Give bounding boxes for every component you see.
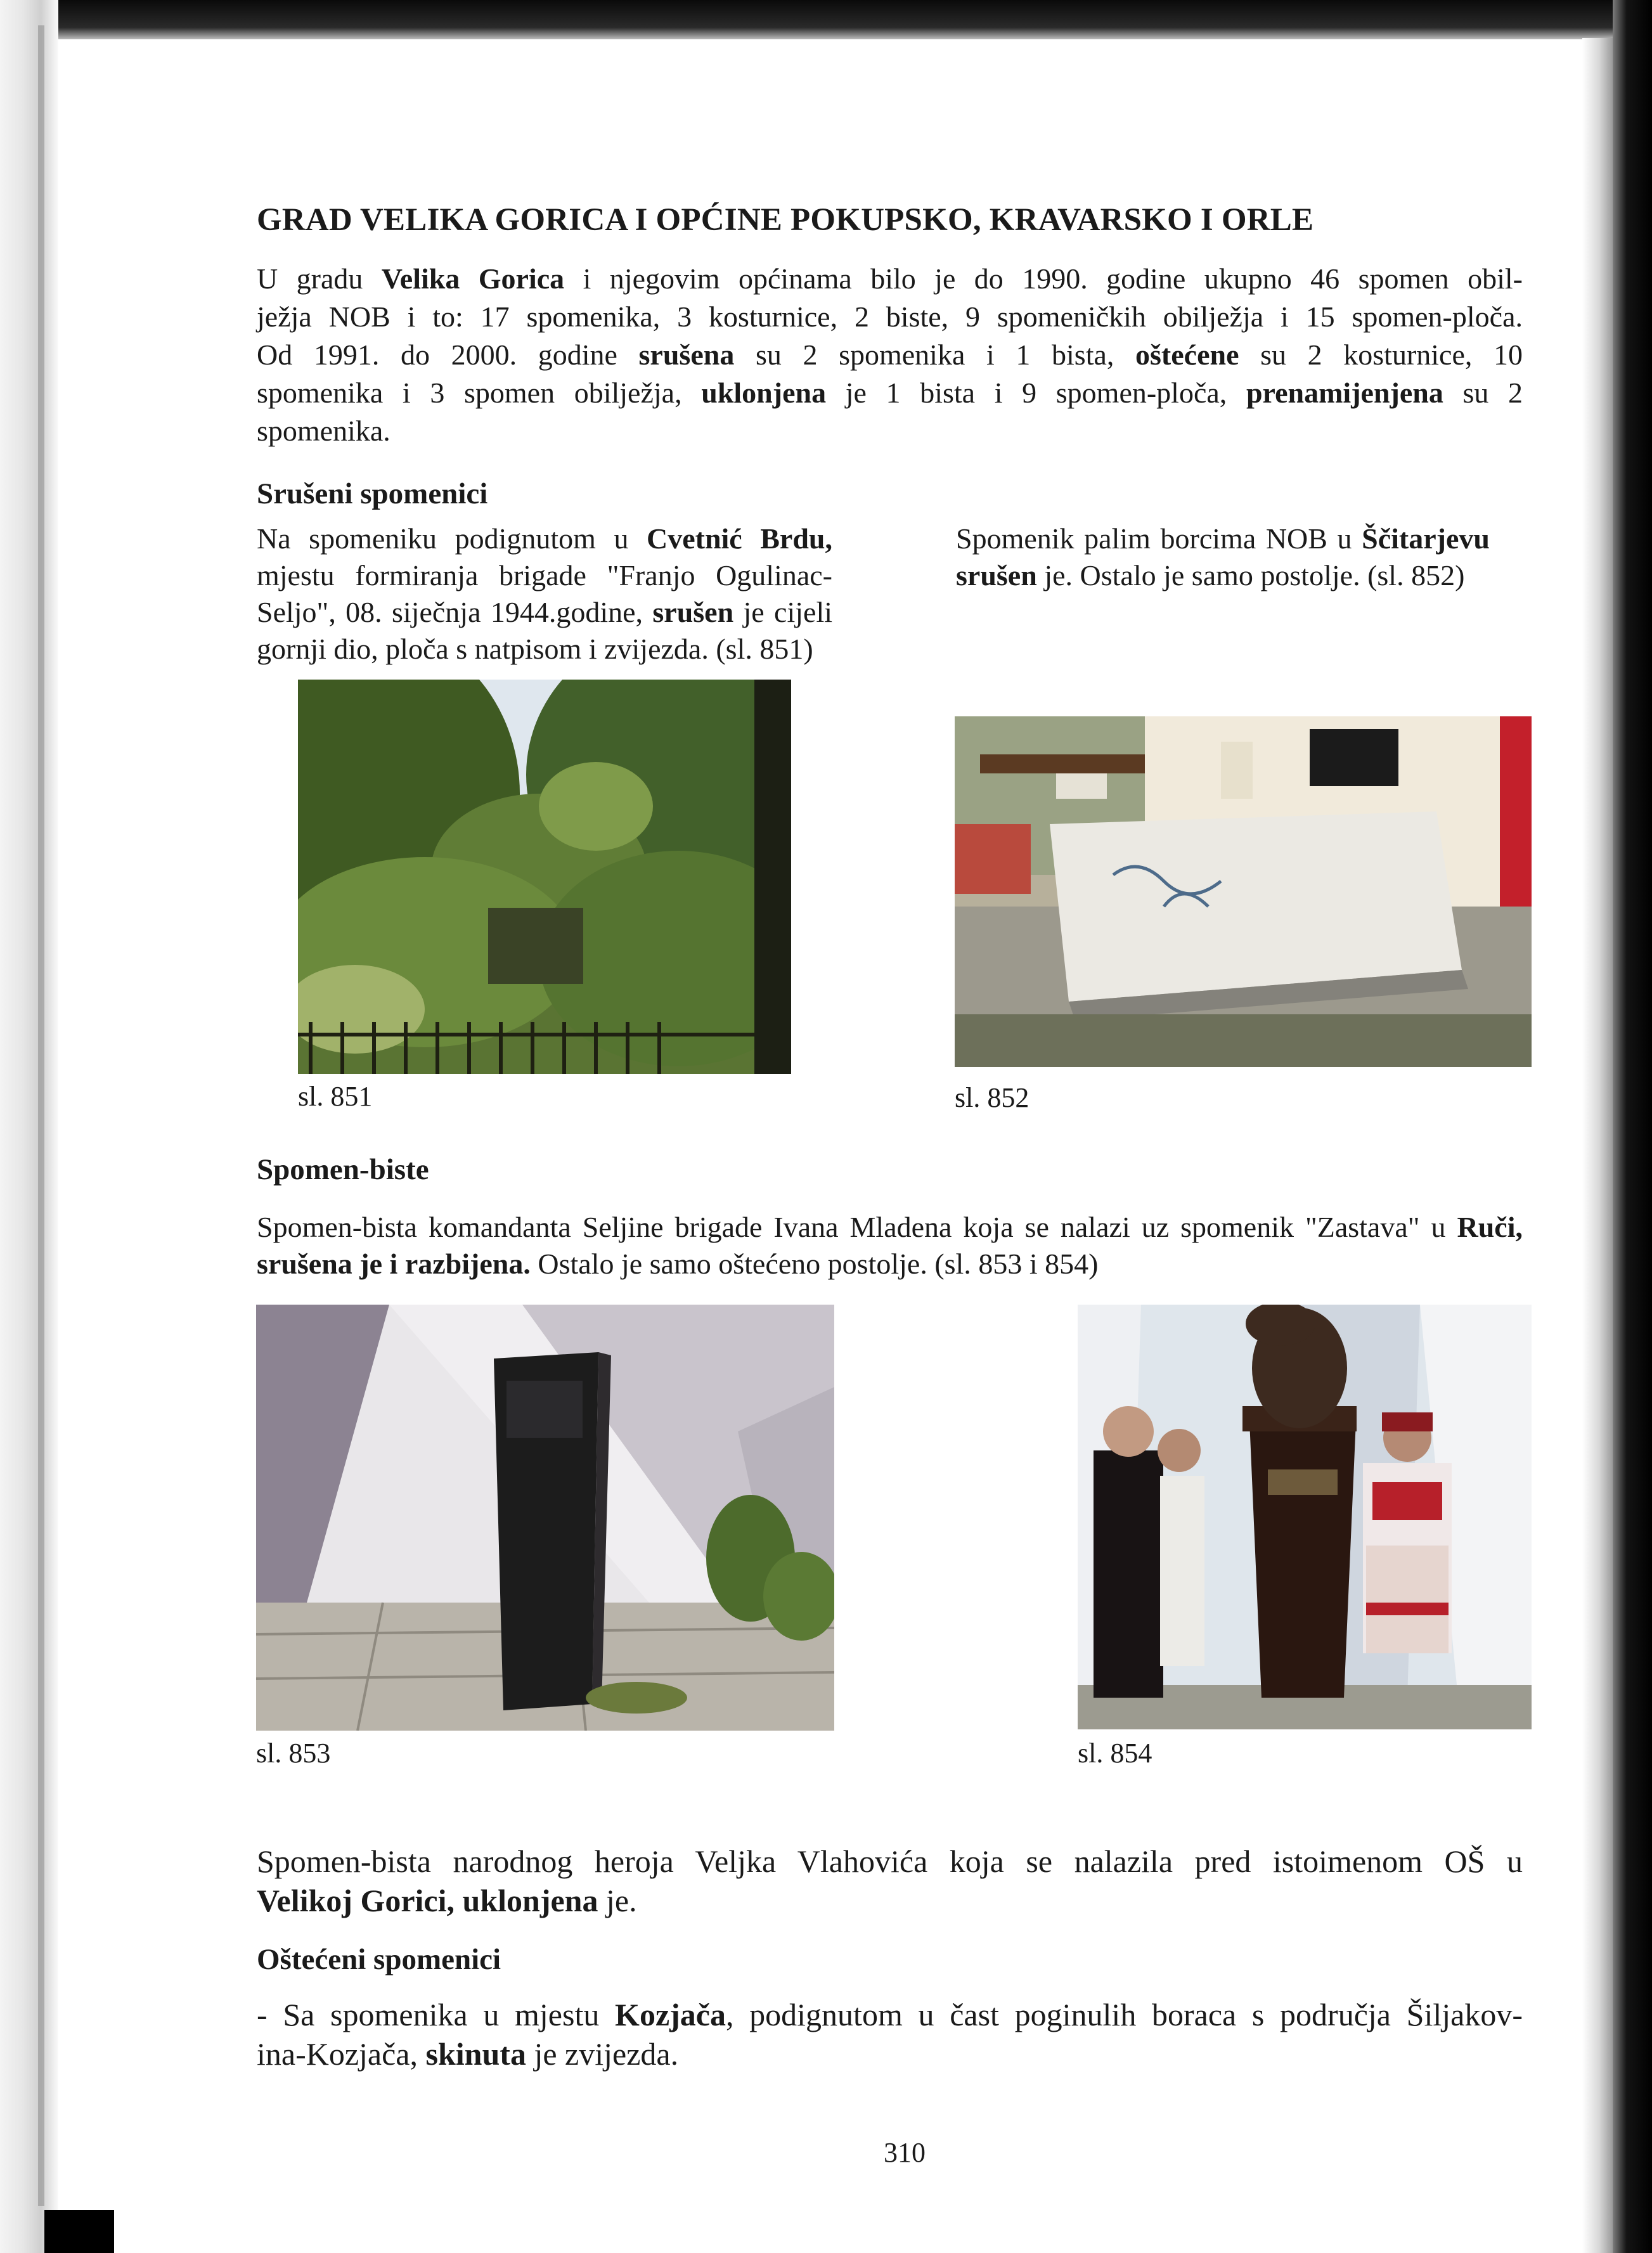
- busts-bold-place: Ruči,: [1457, 1211, 1523, 1243]
- busts-line-1: [257, 1208, 1523, 1246]
- intro-line-2: ježja NOB i to: 17 spomenika, 3 kosturnice, 2 biste, 9 spomeničkih obilježja i 15 spomen-ploča.: [257, 300, 1523, 333]
- damaged-bold-place: Kozjača: [615, 1997, 726, 2032]
- caption-851: sl. 851: [298, 1081, 373, 1112]
- left-line-3: [257, 593, 832, 631]
- right-line-2: [956, 557, 1490, 595]
- vlahovic-bold: Velikoj Gorici, uklonjena: [257, 1883, 598, 1918]
- busts-bold-term: srušena je i razbijena.: [257, 1248, 531, 1280]
- intro-text: i njegovim općinama bilo je do 1990. godine ukupno 46 spomen obil-: [564, 262, 1523, 295]
- photo-853-pedestal-image: [256, 1305, 834, 1731]
- busts-text: Spomen-bista komandanta Seljine brigade Ivana Mladena koja se nalazi uz spomenik "Zastava" u: [257, 1211, 1457, 1243]
- busts-text: Ostalo je samo oštećeno postolje. (sl. 853 i 854): [530, 1248, 1099, 1280]
- photo-852: [955, 716, 1532, 1067]
- left-line-4: gornji dio, ploča s natpisom i zvijezda. (sl. 851): [257, 633, 813, 665]
- intro-text: su 2 spomenika i 1 bista,: [734, 339, 1136, 371]
- right-bold-place: Ščitarjevu: [1362, 522, 1490, 555]
- right-line-1: [956, 520, 1490, 558]
- right-text: Spomenik palim borcima NOB u: [956, 522, 1362, 555]
- photo-851-foliage-image: [298, 680, 791, 1074]
- page-title: GRAD VELIKA GORICA I OPĆINE POKUPSKO, KRAVARSKO I ORLE: [257, 202, 1314, 238]
- left-text: Seljo", 08. siječnja 1944.godine,: [257, 596, 653, 628]
- vlahovic-line-2: [257, 1880, 1523, 1921]
- left-line-2: mjestu formiranja brigade "Franjo Ogulinac-: [257, 559, 832, 591]
- page-number: 310: [884, 2137, 926, 2168]
- intro-text: U gradu: [257, 262, 382, 295]
- intro-line-5: spomenika.: [257, 415, 390, 447]
- left-text: je cijeli: [733, 596, 833, 628]
- busts-line-2: [257, 1245, 1523, 1283]
- damaged-text: , podignutom u čast poginulih boraca s područja Šiljakov-: [725, 1997, 1523, 2032]
- caption-853: sl. 853: [256, 1738, 331, 1769]
- photo-854-bust-image: [1078, 1305, 1532, 1729]
- right-text: je. Ostalo je samo postolje. (sl. 852): [1036, 559, 1465, 591]
- photo-854: [1078, 1305, 1532, 1729]
- intro-text: spomenika i 3 spomen obilježja,: [257, 377, 702, 409]
- intro-text: je 1 bista i 9 spomen-ploča,: [826, 377, 1246, 409]
- section-heading-destroyed: Srušeni spomenici: [257, 477, 488, 510]
- damaged-text: je zvijezda.: [526, 2036, 679, 2072]
- vlahovic-text: je.: [598, 1883, 637, 1918]
- intro-line-4: [257, 374, 1523, 412]
- left-bold-term: srušen: [652, 596, 734, 628]
- right-bold-term: srušen: [956, 559, 1037, 591]
- photo-851: [298, 680, 791, 1074]
- intro-bold-term: oštećene: [1135, 339, 1239, 371]
- damaged-bold-term: skinuta: [425, 2036, 526, 2072]
- left-bold-place: Cvetnić Brdu,: [646, 522, 833, 555]
- intro-text: su 2: [1443, 377, 1523, 409]
- left-text: Na spomeniku podignutom u: [257, 522, 647, 555]
- photo-852-memorial-image: [955, 716, 1532, 1067]
- section-heading-damaged: Oštećeni spomenici: [257, 1943, 501, 1976]
- caption-854: sl. 854: [1078, 1738, 1152, 1769]
- photo-853: [256, 1305, 834, 1731]
- intro-line-1: [257, 260, 1523, 298]
- damaged-text: - Sa spomenika u mjestu: [257, 1997, 616, 2032]
- intro-bold-term: srušena: [638, 339, 735, 371]
- intro-text: Od 1991. do 2000. godine: [257, 339, 639, 371]
- damaged-line-1: [257, 1994, 1523, 2035]
- caption-852: sl. 852: [955, 1082, 1029, 1113]
- section-heading-busts: Spomen-biste: [257, 1153, 429, 1186]
- damaged-text: ina-Kozjača,: [257, 2036, 426, 2072]
- intro-bold-term: uklonjena: [701, 377, 827, 409]
- damaged-line-2: [257, 2034, 1523, 2074]
- intro-bold-term: prenamijenjena: [1246, 377, 1443, 409]
- intro-text: su 2 kosturnice, 10: [1239, 339, 1523, 371]
- left-line-1: [257, 520, 832, 558]
- intro-bold-place: Velika Gorica: [381, 262, 565, 295]
- intro-line-3: [257, 336, 1523, 374]
- vlahovic-line-1: Spomen-bista narodnog heroja Veljka Vlahovića koja se nalazila pred istoimenom OŠ u: [257, 1843, 1523, 1879]
